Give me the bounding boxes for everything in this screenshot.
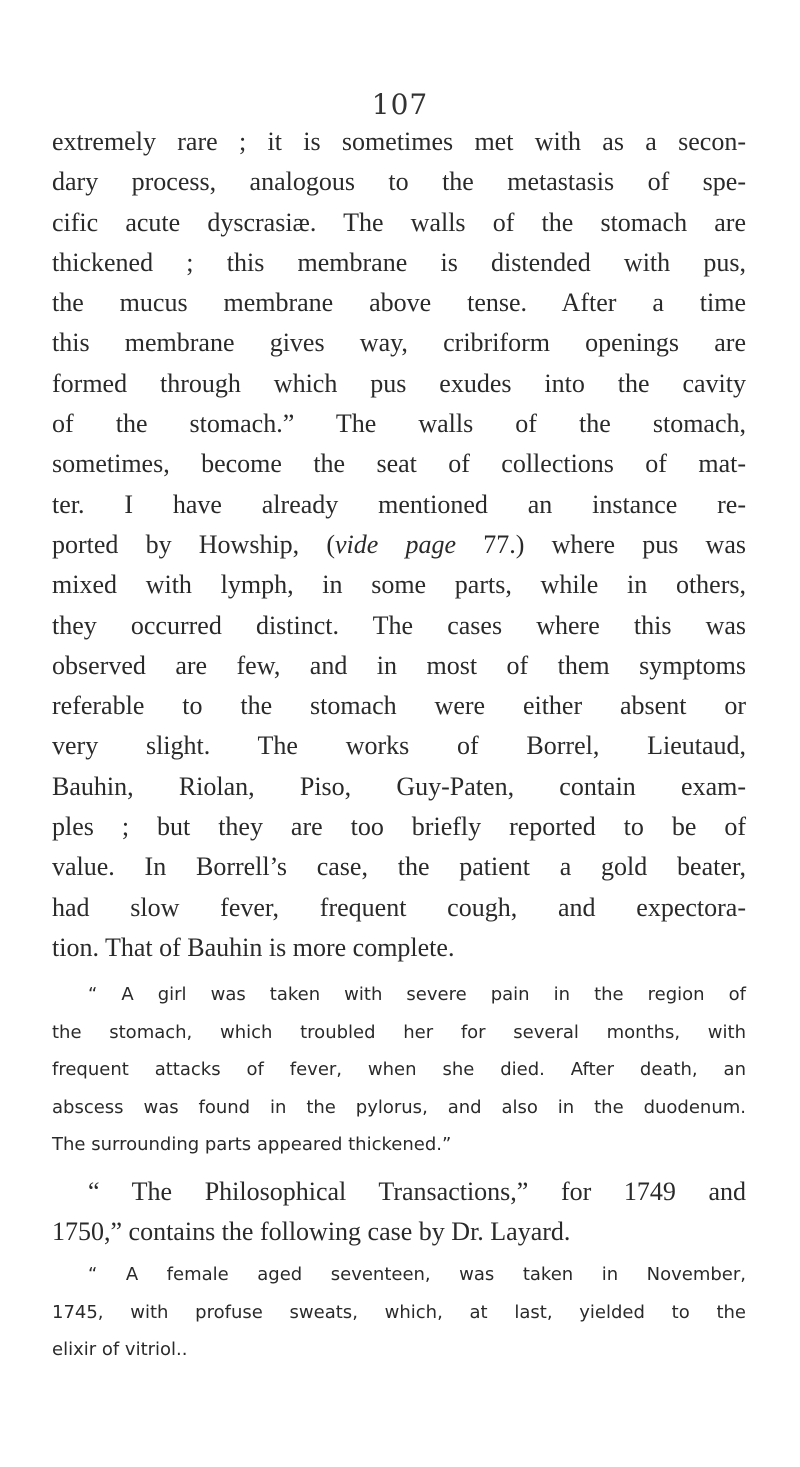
quote-line: 1745, with profuse sweats, which, at last, yielded to the — [52, 1301, 746, 1323]
quote-line: The surrounding parts appeared thickened.” — [52, 1134, 452, 1156]
text-fragment: ported by Howship, ( — [52, 529, 336, 559]
text-line: tion. That of Bauhin is more complete. — [52, 932, 455, 962]
text-line: Bauhin, Riolan, Piso, Guy-Paten, contain exam- — [52, 771, 746, 801]
text-line-vide — [52, 525, 746, 565]
text-fragment: 77.) where pus was — [456, 529, 746, 559]
text-line: the mucus membrane above tense. After a time — [52, 288, 746, 318]
text-line: ples ; but they are too briefly reported to be of — [52, 812, 746, 842]
text-line: thickened ; this membrane is distended with pus, — [52, 247, 746, 277]
vide-reference: vide page — [335, 529, 457, 559]
text-line: referable to the stomach were either absent or — [52, 691, 746, 721]
body-text — [52, 122, 746, 1369]
page-number: 107 — [371, 88, 429, 121]
quote-bauhin — [52, 976, 746, 1164]
quote-line: “ A girl was taken with severe pain in the region of — [88, 984, 746, 1006]
quote-line: abscess was found in the pylorus, and also in the duodenum. — [52, 1096, 746, 1118]
transactions-paragraph — [52, 1172, 746, 1253]
quote-line: frequent attacks of fever, when she died. After death, an — [52, 1059, 746, 1081]
text-line: value. In Borrell’s case, the patient a gold beater, — [52, 852, 746, 882]
text-line: cific acute dyscrasiæ. The walls of the stomach are — [52, 207, 746, 237]
text-line: extremely rare ; it is sometimes met with as a secon- — [52, 127, 746, 156]
text-line: mixed with lymph, in some parts, while in others, — [52, 570, 746, 600]
text-line: this membrane gives way, cribriform openings are — [52, 328, 746, 358]
text-line: “ The Philosophical Transactions,” for 1749 and — [88, 1176, 746, 1206]
quote-line: elixir of vitriol.. — [52, 1339, 188, 1361]
text-line: ter. I have already mentioned an instance re- — [52, 489, 746, 519]
text-line: 1750,” contains the following case by Dr. Layard. — [52, 1217, 571, 1247]
quote-line: the stomach, which troubled her for several months, with — [52, 1021, 746, 1043]
text-line: sometimes, become the seat of collections of mat- — [52, 449, 746, 479]
quote-line: “ A female aged seventeen, was taken in November, — [88, 1264, 746, 1286]
text-line: observed are few, and in most of them symptoms — [52, 650, 746, 680]
text-line: very slight. The works of Borrel, Lieutaud, — [52, 731, 746, 761]
text-line: formed through which pus exudes into the cavity — [52, 368, 746, 398]
text-line: they occurred distinct. The cases where this was — [52, 610, 746, 640]
text-line: of the stomach.” The walls of the stomach, — [52, 409, 746, 439]
text-line: had slow fever, frequent cough, and expectora- — [52, 892, 746, 922]
text-line: dary process, analogous to the metastasis of spe- — [52, 167, 746, 197]
quote-layard — [52, 1256, 746, 1369]
